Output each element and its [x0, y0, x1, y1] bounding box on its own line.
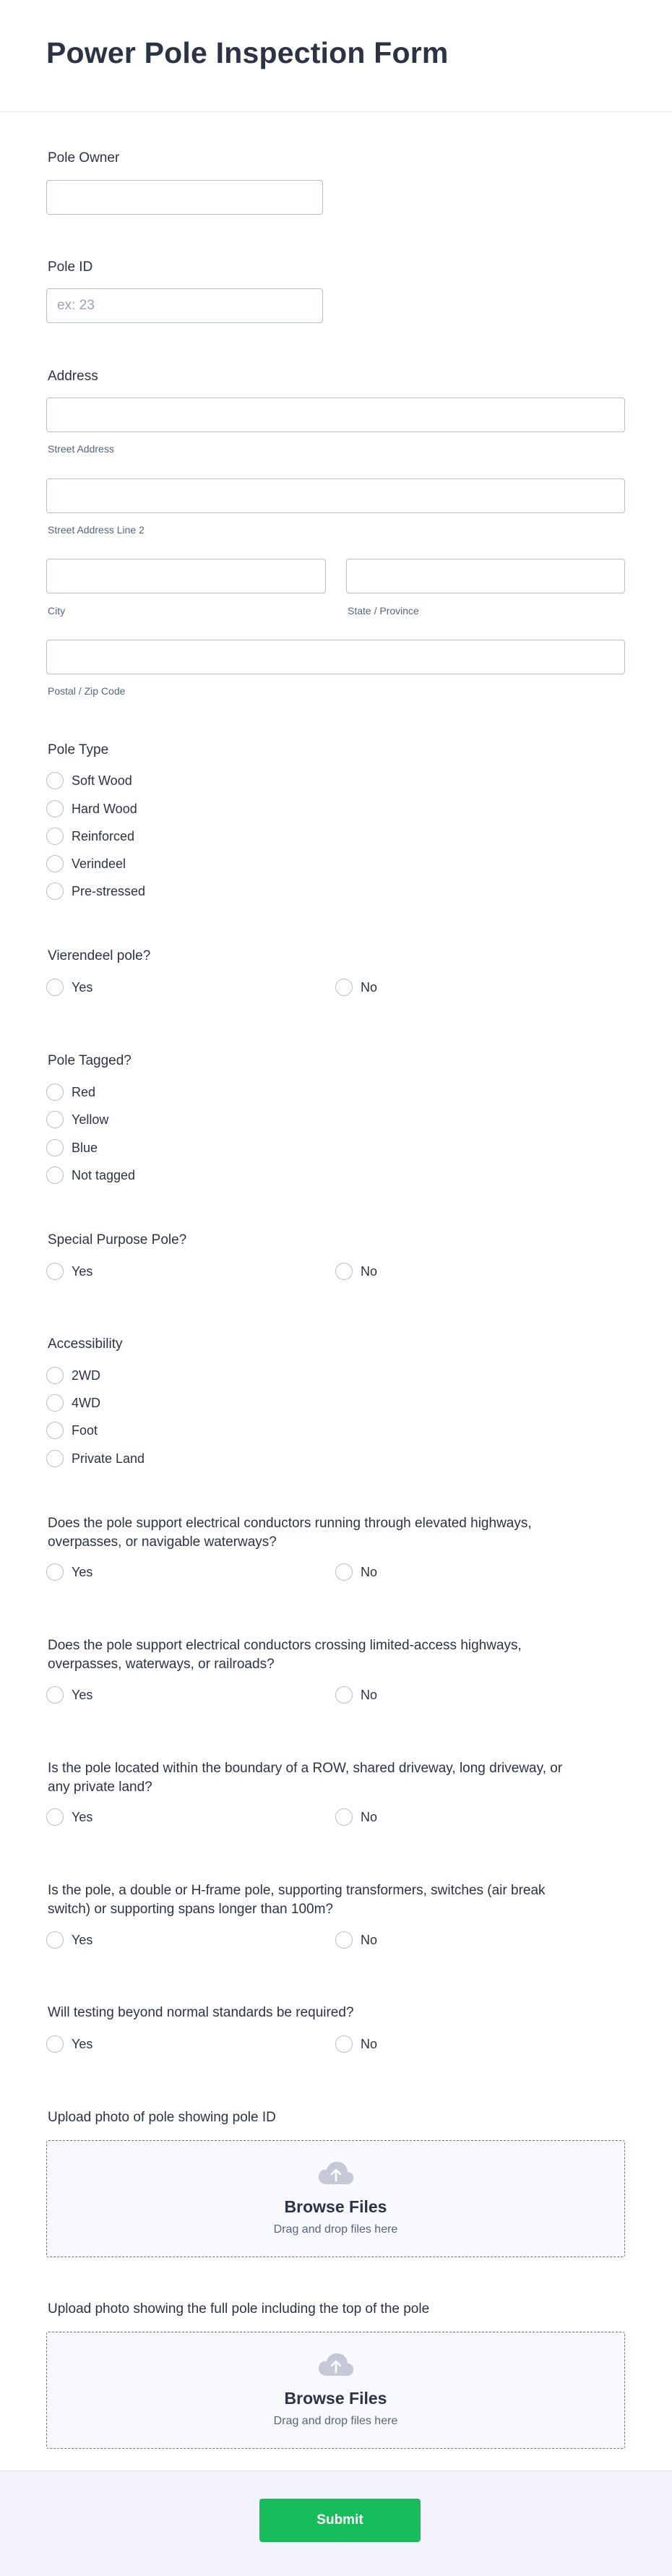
city-input[interactable] — [46, 559, 326, 593]
pole-tagged-option-yellow[interactable] — [46, 1109, 108, 1130]
upload-pole-id-label: Upload photo of pole showing pole ID — [48, 2110, 276, 2125]
radio-button[interactable] — [46, 883, 64, 900]
state-province-sublabel: State / Province — [348, 605, 419, 617]
radio-button[interactable] — [335, 979, 353, 996]
upload-full-pole-dropzone[interactable] — [46, 2332, 625, 2449]
crossing-highways-question-label — [48, 1636, 522, 1674]
testing-question-label: Will testing beyond normal standards be required? — [48, 2005, 354, 2020]
form-footer — [0, 2470, 672, 2576]
option-label: 2WD — [72, 1368, 100, 1383]
radio-button[interactable] — [46, 1367, 64, 1384]
radio-button[interactable] — [46, 1563, 64, 1581]
question-line: Is the pole, a double or H-frame pole, supporting transformers, switches (air break — [48, 1883, 546, 1898]
form-header — [0, 0, 672, 112]
accessibility-option-4wd[interactable] — [46, 1393, 100, 1413]
radio-button[interactable] — [46, 1686, 64, 1704]
street-address-sublabel: Street Address — [48, 443, 114, 455]
option-label: Yes — [72, 1263, 93, 1279]
option-label: No — [361, 1263, 378, 1279]
option-label: Blue — [72, 1140, 98, 1155]
row-boundary-option-no[interactable] — [335, 1807, 377, 1827]
question-line: Is the pole located within the boundary of a ROW, shared driveway, long driveway, or — [48, 1761, 563, 1776]
radio-button[interactable] — [46, 1263, 64, 1280]
option-label: Yellow — [72, 1112, 109, 1127]
city-sublabel: City — [48, 605, 66, 617]
question-line: Does the pole support electrical conductors crossing limited-access highways, — [48, 1638, 522, 1653]
street-address-input[interactable] — [46, 398, 625, 432]
radio-button[interactable] — [335, 2035, 353, 2053]
row-boundary-option-yes[interactable] — [46, 1807, 92, 1827]
pole-tagged-label: Pole Tagged? — [48, 1053, 132, 1068]
pole-tagged-option-not-tagged[interactable] — [46, 1165, 135, 1185]
cloud-upload-icon — [317, 2160, 355, 2186]
question-line: any private land? — [48, 1779, 152, 1795]
option-label: No — [361, 2036, 378, 2051]
h-frame-question-label — [48, 1881, 546, 1919]
elevated-highways-option-yes[interactable] — [46, 1562, 92, 1582]
question-line: switch) or supporting spans longer than 100m? — [48, 1902, 334, 1917]
radio-button[interactable] — [46, 979, 64, 996]
option-label: Soft Wood — [72, 773, 132, 788]
h-frame-option-yes[interactable] — [46, 1930, 92, 1950]
option-label: Yes — [72, 1932, 93, 1947]
radio-button[interactable] — [46, 1450, 64, 1467]
option-label: No — [361, 979, 378, 995]
cloud-upload-icon — [317, 2351, 355, 2377]
browse-files-button[interactable]: Browse Files — [284, 2197, 387, 2216]
pole-owner-input[interactable] — [46, 180, 323, 215]
option-label: Yes — [72, 1564, 93, 1579]
radio-button[interactable] — [46, 855, 64, 872]
street-address-line2-sublabel: Street Address Line 2 — [48, 524, 145, 536]
testing-option-no[interactable] — [335, 2034, 377, 2054]
postal-code-input[interactable] — [46, 640, 625, 674]
upload-full-pole-label: Upload photo showing the full pole including the top of the pole — [48, 2301, 430, 2317]
special-purpose-option-no[interactable] — [335, 1261, 377, 1281]
option-label: Pre-stressed — [72, 883, 146, 898]
accessibility-option-foot[interactable] — [46, 1420, 98, 1441]
question-line: overpasses, or navigable waterways? — [48, 1534, 277, 1550]
option-label: Red — [72, 1084, 96, 1099]
street-address-line2-input[interactable] — [46, 478, 625, 513]
accessibility-option-2wd[interactable] — [46, 1365, 100, 1386]
pole-type-label: Pole Type — [48, 742, 109, 757]
form-title: Power Pole Inspection Form — [46, 36, 449, 69]
option-label: Foot — [72, 1422, 98, 1438]
option-label: No — [361, 1564, 378, 1579]
question-line: Does the pole support electrical conductors running through elevated highways, — [48, 1516, 532, 1531]
postal-code-sublabel: Postal / Zip Code — [48, 685, 126, 697]
special-purpose-option-yes[interactable] — [46, 1261, 92, 1281]
radio-button[interactable] — [46, 1083, 64, 1101]
radio-button[interactable] — [46, 800, 64, 817]
accessibility-option-private-land[interactable] — [46, 1448, 145, 1469]
option-label: 4WD — [72, 1395, 100, 1410]
radio-button[interactable] — [335, 1263, 353, 1280]
option-label: No — [361, 1809, 378, 1824]
upload-pole-id-dropzone[interactable] — [46, 2140, 625, 2257]
vierendeel-label: Vierendeel pole? — [48, 948, 151, 963]
radio-button[interactable] — [46, 1394, 64, 1412]
pole-type-option-soft-wood[interactable] — [46, 770, 132, 791]
radio-button[interactable] — [46, 1931, 64, 1949]
elevated-highways-option-no[interactable] — [335, 1562, 377, 1582]
accessibility-label: Accessibility — [48, 1336, 123, 1352]
pole-type-option-verindeel[interactable] — [46, 854, 126, 874]
option-label: Verindeel — [72, 856, 126, 871]
pole-tagged-option-blue[interactable] — [46, 1138, 98, 1158]
pole-id-label: Pole ID — [48, 259, 93, 275]
crossing-highways-option-yes[interactable] — [46, 1685, 92, 1705]
vierendeel-option-no[interactable] — [335, 977, 377, 997]
radio-button[interactable] — [335, 1931, 353, 1949]
h-frame-option-no[interactable] — [335, 1930, 377, 1950]
row-boundary-question-label — [48, 1759, 562, 1797]
option-label: Yes — [72, 2036, 93, 2051]
crossing-highways-option-no[interactable] — [335, 1685, 377, 1705]
radio-button[interactable] — [46, 1422, 64, 1439]
pole-type-option-reinforced[interactable] — [46, 826, 134, 846]
radio-button[interactable] — [46, 1808, 64, 1826]
pole-id-input[interactable] — [46, 288, 323, 323]
pole-type-option-pre-stressed[interactable] — [46, 881, 145, 901]
option-label: Hard Wood — [72, 801, 137, 816]
pole-owner-label: Pole Owner — [48, 150, 120, 166]
pole-tagged-option-red[interactable] — [46, 1082, 95, 1102]
radio-button[interactable] — [335, 1808, 353, 1826]
drag-drop-hint: Drag and drop files here — [273, 2415, 398, 2427]
option-label: No — [361, 1687, 378, 1702]
state-province-input[interactable] — [346, 559, 625, 593]
option-label: Reinforced — [72, 828, 135, 843]
special-purpose-label: Special Purpose Pole? — [48, 1232, 187, 1248]
option-label: No — [361, 1932, 378, 1947]
option-label: Yes — [72, 1809, 93, 1824]
testing-option-yes[interactable] — [46, 2034, 92, 2054]
radio-button[interactable] — [46, 828, 64, 845]
option-label: Private Land — [72, 1451, 145, 1466]
option-label: Yes — [72, 979, 93, 995]
radio-button[interactable] — [335, 1563, 353, 1581]
radio-button[interactable] — [46, 1139, 64, 1156]
option-label: Yes — [72, 1687, 93, 1702]
elevated-highways-question-label — [48, 1514, 532, 1552]
vierendeel-option-yes[interactable] — [46, 977, 92, 997]
radio-button[interactable] — [46, 1167, 64, 1184]
radio-button[interactable] — [46, 2035, 64, 2053]
submit-button[interactable]: Submit — [259, 2499, 421, 2542]
radio-button[interactable] — [46, 772, 64, 789]
option-label: Not tagged — [72, 1167, 136, 1182]
pole-type-option-hard-wood[interactable] — [46, 799, 137, 819]
address-label: Address — [48, 369, 98, 384]
drag-drop-hint: Drag and drop files here — [273, 2223, 398, 2236]
question-line: overpasses, waterways, or railroads? — [48, 1657, 275, 1672]
radio-button[interactable] — [46, 1111, 64, 1128]
browse-files-button[interactable]: Browse Files — [284, 2389, 387, 2408]
radio-button[interactable] — [335, 1686, 353, 1704]
